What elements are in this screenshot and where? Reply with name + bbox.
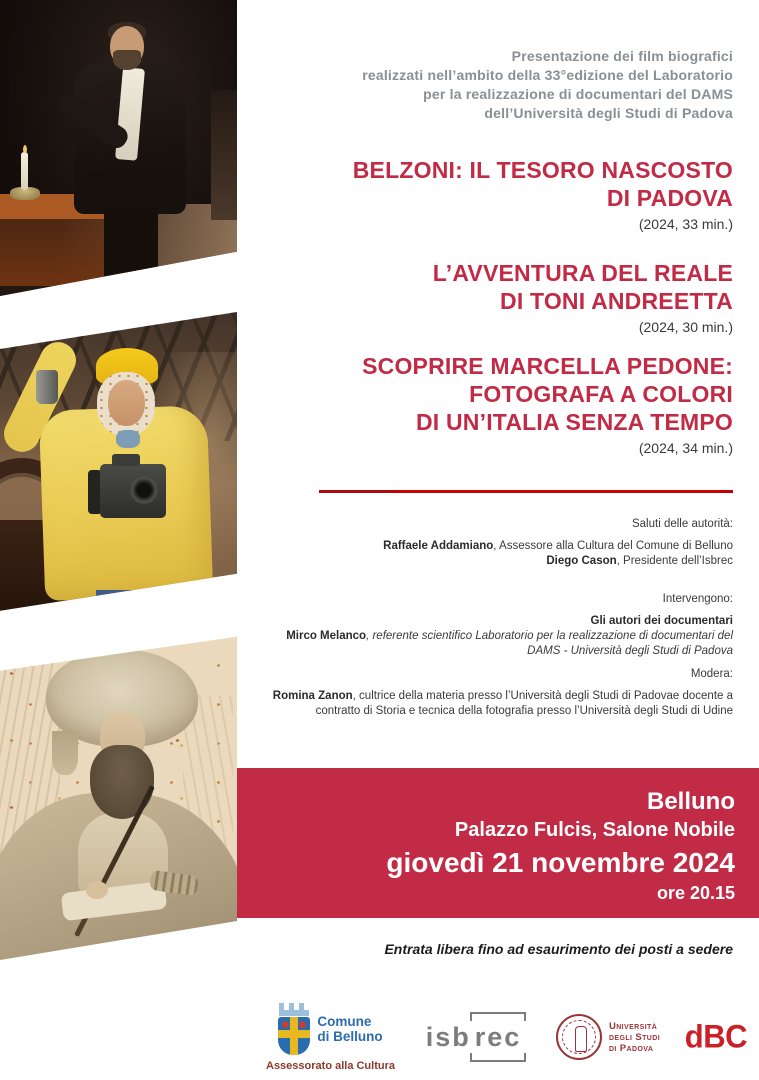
speaker-role: , cultrice della materia presso l’Università degli Studi di Padovae docente a contratto di Storia e tecnica della fotografia presso l’Università degli Studi di Udine <box>315 690 733 717</box>
logo-comune-belluno <box>266 1003 395 1072</box>
shield-icon <box>278 1017 310 1055</box>
film-title-belzoni <box>250 156 733 233</box>
section-saluti <box>250 517 733 569</box>
comune-name-line: Comune <box>317 1013 372 1029</box>
film-meta: (2024, 34 min.) <box>638 440 733 456</box>
photo-stage-actor <box>0 0 237 296</box>
comune-logo-row <box>278 1003 382 1055</box>
section-modera <box>250 667 733 719</box>
comune-name-line: di Belluno <box>317 1028 383 1044</box>
speaker-name: Romina Zanon <box>272 690 353 702</box>
free-entry-note: Entrata libera fino ad esaurimento dei posti a sedere <box>384 941 733 957</box>
film-title-pedone <box>250 352 733 457</box>
comune-crest <box>278 1003 310 1055</box>
speaker-role: , referente scientifico Laboratorio per la realizzazione di documentari del DAMS - Università degli Studi di Padova <box>366 630 733 657</box>
candle <box>21 152 28 190</box>
speaker-role: , Presidente dell’Isbrec <box>616 555 733 567</box>
turban-fringe <box>52 731 78 775</box>
speaker-entry <box>250 539 733 554</box>
film-title-line: SCOPRIRE MARCELLA PEDONE: <box>362 353 733 379</box>
film-title-avventura <box>250 259 733 336</box>
speaker-name: Raffaele Addamiano <box>383 540 494 552</box>
intro-line: per la realizzazione di documentari del DAMS <box>423 86 733 102</box>
actor-legs <box>104 208 158 296</box>
actor-figure <box>72 24 196 296</box>
belzoni-hand <box>86 881 108 899</box>
logo-isbrec <box>420 1022 532 1053</box>
logo-unipd <box>556 1014 660 1060</box>
event-time: ore 20.15 <box>656 883 735 903</box>
red-divider-rule <box>319 490 733 493</box>
logo-row <box>266 995 747 1079</box>
belzoni-beard <box>90 745 154 819</box>
event-date: giovedì 21 novembre 2024 <box>386 847 735 878</box>
section-heading: Intervengono: <box>662 593 733 605</box>
comune-name <box>317 1014 382 1044</box>
film-title-line: DI PADOVA <box>606 185 733 211</box>
intro-line: realizzati nell’ambito della 33°edizione del Laboratorio <box>362 67 733 83</box>
film-title-line: DI TONI ANDREETTA <box>500 288 733 314</box>
speaker-entry <box>250 689 733 719</box>
speaker-name: Diego Cason <box>546 555 617 567</box>
logo-dbc: dBC <box>684 1018 747 1055</box>
film-meta: (2024, 33 min.) <box>638 216 733 232</box>
comune-caption: Assessorato alla Cultura <box>266 1059 395 1072</box>
film-title-line: L’AVVENTURA DEL REALE <box>432 260 733 286</box>
intro-line: Presentazione dei film biografici <box>511 48 733 64</box>
film-title-line: BELZONI: IL TESORO NASCOSTO <box>352 157 733 183</box>
vintage-camera <box>100 464 166 518</box>
speaker-entry <box>250 554 733 569</box>
photographer-face <box>108 380 145 426</box>
section-heading: Modera: <box>690 668 733 680</box>
actor-beard <box>113 50 141 70</box>
event-city: Belluno <box>647 788 735 815</box>
film-title-line: FOTOGRAFA A COLORI <box>469 381 733 407</box>
blue-trousers <box>96 590 138 620</box>
speaker-name: Mirco Melanco <box>286 630 367 642</box>
speaker-entry <box>250 629 733 659</box>
speakers-lead: Gli autori dei documentari <box>590 615 733 627</box>
photo-belzoni-engraving <box>0 635 237 960</box>
isbrec-prefix: isb <box>425 1021 471 1052</box>
intro-line: dell’Università degli Studi di Padova <box>484 105 733 121</box>
photo-marcella-pedone <box>0 312 237 620</box>
scarf-knot <box>116 430 140 448</box>
candle-flame <box>23 145 27 153</box>
miner-lamp <box>36 370 58 404</box>
section-intervengono <box>250 592 733 659</box>
unipd-line: di Padova <box>608 1042 654 1054</box>
unipd-seal-icon <box>556 1014 602 1060</box>
speaker-role: , Assessore alla Cultura del Comune di Belluno <box>493 540 733 552</box>
film-title-line: DI UN’ITALIA SENZA TEMPO <box>416 409 733 435</box>
event-banner <box>237 768 759 918</box>
stage-backdrop <box>211 90 237 220</box>
crown-icon <box>279 1003 309 1016</box>
event-venue: Palazzo Fulcis, Salone Nobile <box>454 819 735 841</box>
film-meta: (2024, 30 min.) <box>638 319 733 335</box>
unipd-wordmark <box>609 1021 660 1054</box>
unipd-line: degli Studi <box>608 1031 661 1043</box>
text-column <box>250 0 733 1080</box>
red-divider <box>250 490 733 493</box>
section-heading: Saluti delle autorità: <box>631 518 733 530</box>
intro-text <box>250 47 733 123</box>
isbrec-bracketed: rec <box>471 1022 526 1052</box>
unipd-line: Università <box>608 1020 658 1032</box>
